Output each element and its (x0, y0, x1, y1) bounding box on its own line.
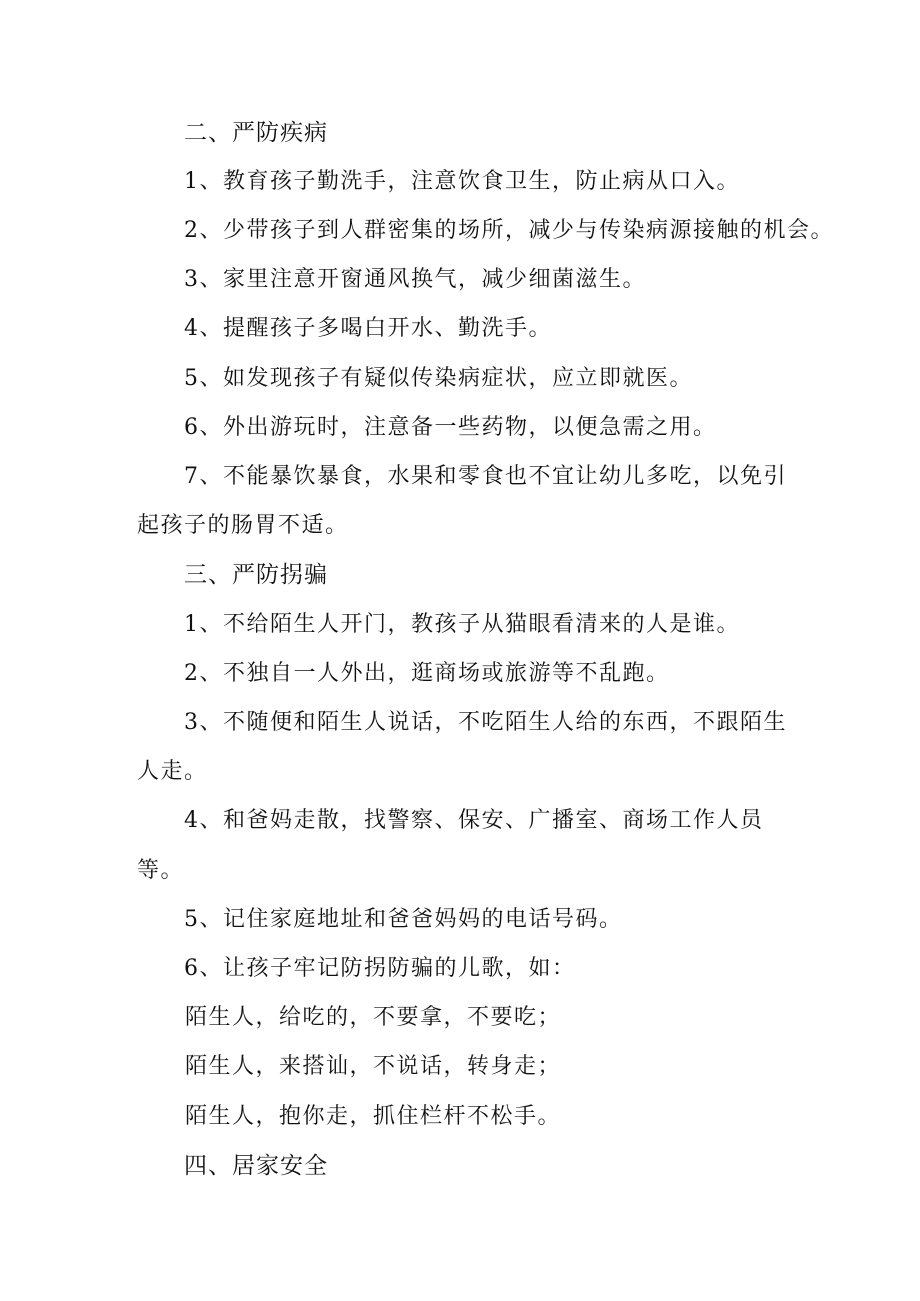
section-3-heading: 三、严防拐骗 (184, 562, 328, 588)
verse-line: 陌生人，给吃的，不要拿，不要吃； (185, 1005, 562, 1030)
list-item: 1、不给陌生人开门，教孩子从猫眼看清来的人是谁。 (184, 612, 740, 637)
list-item: 7、不能暴饮暴食，水果和零食也不宜让幼儿多吃，以免引 (184, 464, 787, 489)
verse-line: 陌生人，抱你走，抓住栏杆不松手。 (185, 1104, 562, 1129)
list-item-continuation: 起孩子的肠胃不适。 (137, 513, 349, 538)
list-item-continuation: 人走。 (137, 759, 208, 784)
list-item: 3、不随便和陌生人说话，不吃陌生人给的东西，不跟陌生 (184, 710, 787, 735)
list-item: 2、不独自一人外出，逛商场或旅游等不乱跑。 (184, 661, 670, 686)
list-item: 4、提醒孩子多喝白开水、勤洗手。 (184, 316, 552, 341)
section-4-heading: 四、居家安全 (184, 1153, 328, 1179)
list-item: 6、外出游玩时，注意备一些药物，以便急需之用。 (184, 415, 717, 440)
list-item: 2、少带孩子到人群密集的场所，减少与传染病源接触的机会。 (184, 218, 834, 243)
list-item: 6、让孩子牢记防拐防骗的儿歌，如： (184, 956, 576, 981)
section-2-heading: 二、严防疾病 (184, 120, 328, 146)
list-item: 4、和爸妈走散，找警察、保安、广播室、商场工作人员 (184, 808, 764, 833)
list-item-continuation: 等。 (137, 858, 185, 883)
list-item: 5、如发现孩子有疑似传染病症状，应立即就医。 (184, 366, 693, 391)
verse-line: 陌生人，来搭讪，不说话，转身走； (185, 1054, 562, 1079)
list-item: 1、教育孩子勤洗手，注意饮食卫生，防止病从口入。 (184, 169, 740, 194)
list-item: 5、记住家庭地址和爸爸妈妈的电话号码。 (184, 907, 623, 932)
list-item: 3、家里注意开窗通风换气，减少细菌滋生。 (184, 267, 646, 292)
